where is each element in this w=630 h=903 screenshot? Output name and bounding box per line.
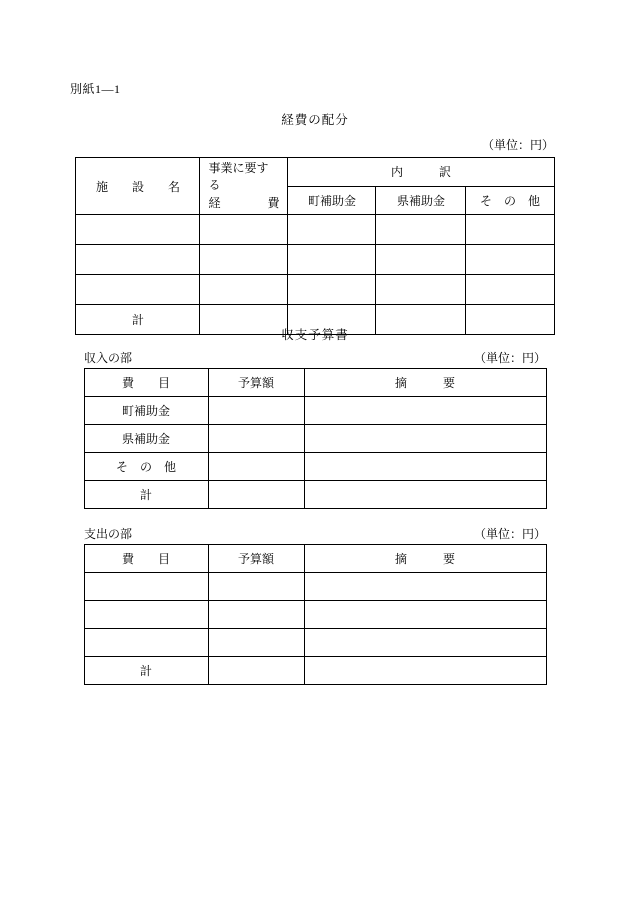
- cell-project-cost[interactable]: [200, 275, 288, 305]
- cell-subsidy-other[interactable]: [466, 245, 554, 275]
- cell-subsidy-other[interactable]: [466, 215, 554, 245]
- cell-subsidy-prefecture[interactable]: [376, 245, 466, 275]
- header-subsidy-town: 町補助金: [288, 186, 376, 215]
- table-total-row: [84, 657, 546, 685]
- cell-item: 町補助金: [84, 397, 208, 425]
- cell-project-cost[interactable]: [200, 245, 288, 275]
- label-total: 計: [76, 305, 200, 335]
- table-header-row: [76, 158, 554, 187]
- table-row[interactable]: [84, 629, 546, 657]
- cell-subsidy-town[interactable]: [288, 275, 376, 305]
- cell-subsidy-town[interactable]: [288, 215, 376, 245]
- table-budget-income: [84, 368, 547, 509]
- cell-total-budget-amount[interactable]: [208, 657, 304, 685]
- header-remarks: 摘 要: [304, 369, 546, 397]
- table-row[interactable]: [84, 573, 546, 601]
- table-row[interactable]: [76, 215, 554, 245]
- cell-remarks[interactable]: [304, 425, 546, 453]
- section-budget-income: [0, 325, 630, 509]
- header-project-cost-line2-right: 費: [267, 195, 280, 210]
- cell-item[interactable]: [84, 573, 208, 601]
- cell-budget-amount[interactable]: [208, 453, 304, 481]
- header-subsidy-prefecture: 県補助金: [376, 186, 466, 215]
- unit-note-expense: （単位：円）: [473, 527, 546, 541]
- cell-subsidy-prefecture[interactable]: [376, 215, 466, 245]
- table-expense-allocation: [75, 157, 554, 335]
- header-facility-name: [76, 158, 200, 215]
- table-row[interactable]: [76, 245, 554, 275]
- table-header-row: [84, 369, 546, 397]
- section-title-expense-allocation: 経費の配分: [281, 113, 349, 127]
- table-row[interactable]: [84, 601, 546, 629]
- header-item: 費 目: [84, 369, 208, 397]
- document-label: 別紙1―1: [70, 82, 121, 96]
- cell-facility-name[interactable]: [76, 245, 200, 275]
- label-total: 計: [84, 657, 208, 685]
- header-subsidy-other: そ の 他: [466, 186, 554, 215]
- cell-facility-name[interactable]: [76, 275, 200, 305]
- unit-note-income: （単位：円）: [473, 351, 546, 365]
- cell-budget-amount[interactable]: [208, 601, 304, 629]
- cell-total-remarks[interactable]: [304, 657, 546, 685]
- cell-budget-amount[interactable]: [208, 397, 304, 425]
- cell-budget-amount[interactable]: [208, 573, 304, 601]
- cell-budget-amount[interactable]: [208, 425, 304, 453]
- header-item: 費 目: [84, 545, 208, 573]
- header-project-cost-line1: 事業に要する: [208, 161, 269, 193]
- unit-note-expense-allocation: （単位：円）: [481, 138, 554, 152]
- table-header-row: [84, 545, 546, 573]
- cell-subsidy-prefecture[interactable]: [376, 275, 466, 305]
- cell-remarks[interactable]: [304, 397, 546, 425]
- cell-facility-name[interactable]: [76, 215, 200, 245]
- expense-caption-row: [84, 525, 546, 542]
- cell-item: そ の 他: [84, 453, 208, 481]
- table-row[interactable]: [76, 275, 554, 305]
- cell-remarks[interactable]: [304, 629, 546, 657]
- header-facility-name-text: 施 設 名: [95, 179, 186, 194]
- section-title-budget: 収支予算書: [281, 328, 349, 342]
- cell-total-remarks[interactable]: [304, 481, 546, 509]
- cell-total-budget-amount[interactable]: [208, 481, 304, 509]
- table-row[interactable]: [84, 425, 546, 453]
- cell-project-cost[interactable]: [200, 215, 288, 245]
- header-breakdown: 内 訳: [288, 158, 554, 187]
- cell-remarks[interactable]: [304, 573, 546, 601]
- section-budget-expense: [0, 519, 630, 685]
- header-project-cost: [200, 158, 288, 215]
- cell-remarks[interactable]: [304, 453, 546, 481]
- header-budget-amount: 予算額: [208, 369, 304, 397]
- cell-subsidy-town[interactable]: [288, 245, 376, 275]
- cell-item: 県補助金: [84, 425, 208, 453]
- cell-item[interactable]: [84, 629, 208, 657]
- label-total: 計: [84, 481, 208, 509]
- header-budget-amount: 予算額: [208, 545, 304, 573]
- table-total-row: [84, 481, 546, 509]
- table-row[interactable]: [84, 397, 546, 425]
- cell-budget-amount[interactable]: [208, 629, 304, 657]
- cell-item[interactable]: [84, 601, 208, 629]
- cell-subsidy-other[interactable]: [466, 275, 554, 305]
- income-caption: 収入の部: [84, 351, 133, 365]
- table-budget-expense: [84, 544, 547, 685]
- expense-caption: 支出の部: [84, 527, 133, 541]
- header-project-cost-line2-left: 経: [208, 195, 221, 210]
- header-remarks: 摘 要: [304, 545, 546, 573]
- income-caption-row: [84, 349, 546, 366]
- cell-remarks[interactable]: [304, 601, 546, 629]
- section-expense-allocation: [0, 110, 630, 335]
- table-row[interactable]: [84, 453, 546, 481]
